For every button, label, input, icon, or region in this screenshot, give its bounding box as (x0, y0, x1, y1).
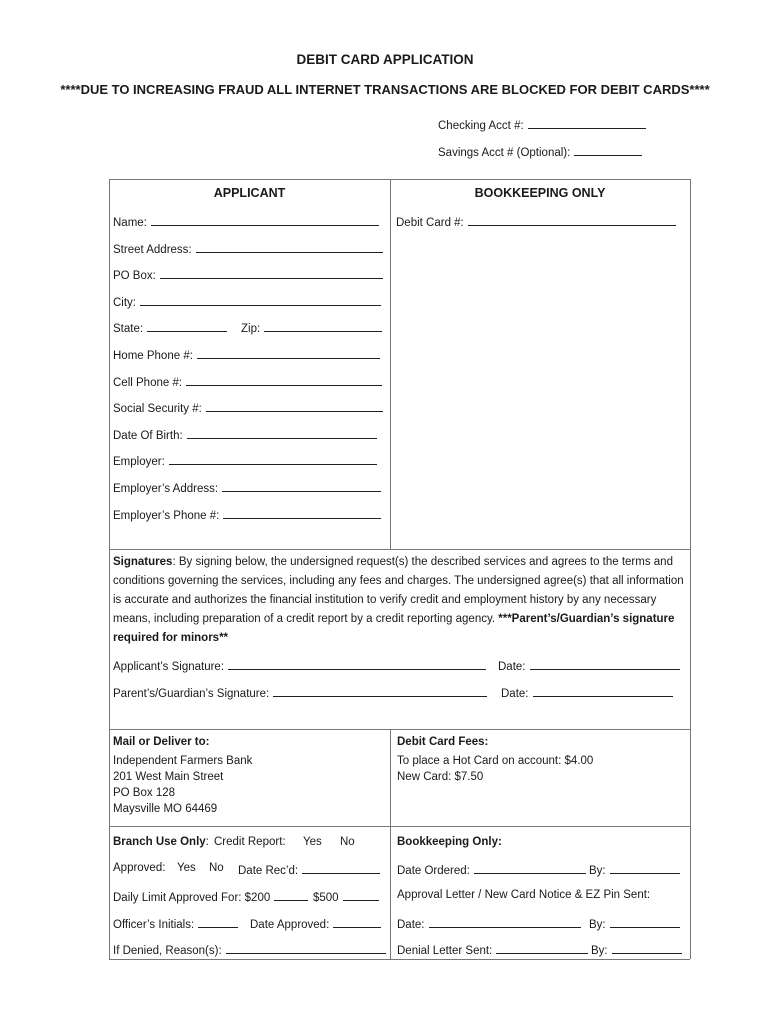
dob-label: Date Of Birth: (113, 430, 183, 442)
zip-field (241, 320, 382, 335)
divider-applicant-bookkeeping (390, 179, 391, 549)
home-phone-field (113, 347, 380, 362)
fee-line: New Card: $7.50 (397, 771, 484, 783)
employer-input[interactable] (169, 453, 377, 465)
parent-date-input[interactable] (533, 685, 673, 697)
applicant-signature-field (113, 658, 486, 673)
name-input[interactable] (151, 214, 379, 226)
debit-card-input[interactable] (468, 214, 676, 226)
denial-by-field (591, 942, 682, 957)
signatures-text: : By signing below, the undersigned request(s) the described services and agrees to the terms and conditions governing the services, including any fees and charges. The undersigned agree(s) that all information is accurate and authorizes the financial institution to verify credit and employment history by any necessary means, including preparation of a credit report by a credit reporting agency. (113, 556, 684, 625)
city-field (113, 294, 381, 309)
daily-limit-500-label: $500 (313, 892, 339, 904)
employer-phone-input[interactable] (223, 507, 381, 519)
applicant-heading: APPLICANT (213, 186, 286, 200)
credit-report-no[interactable]: No (340, 836, 355, 848)
employer-address-field (113, 480, 381, 495)
date-approved-label: Date Approved: (250, 919, 330, 931)
daily-limit-500-field (313, 889, 379, 904)
applicant-date-field (498, 658, 680, 673)
date-approved-field (250, 916, 381, 931)
denied-reason-input[interactable] (226, 942, 386, 954)
date-recd-field (238, 862, 380, 877)
approval-letter-label: Approval Letter / New Card Notice & EZ Pin Sent: (397, 889, 651, 901)
approval-date-label: Date: (397, 919, 425, 931)
approval-by-input[interactable] (610, 916, 680, 928)
pobox-input[interactable] (160, 267, 383, 279)
date-ordered-by-field (589, 862, 680, 877)
divider-branch-top (109, 826, 690, 827)
date-recd-input[interactable] (302, 862, 380, 874)
parent-signature-label: Parent’s/Guardian’s Signature: (113, 688, 270, 700)
form-border-bottom (109, 959, 690, 960)
parent-date-field (501, 685, 673, 700)
daily-limit-200-field (113, 889, 308, 904)
daily-limit-label: Daily Limit Approved For: $200 (113, 892, 271, 904)
fraud-warning: ****DUE TO INCREASING FRAUD ALL INTERNET TRANSACTIONS ARE BLOCKED FOR DEBIT CARDS**** (60, 82, 710, 97)
date-ordered-field (397, 862, 586, 877)
employer-field (113, 453, 377, 468)
date-recd-label: Date Rec’d: (238, 865, 299, 877)
denial-letter-label: Denial Letter Sent: (397, 945, 493, 957)
mail-heading: Mail or Deliver to: (113, 736, 210, 748)
cell-phone-input[interactable] (186, 374, 382, 386)
denial-by-input[interactable] (612, 942, 682, 954)
zip-input[interactable] (264, 320, 382, 332)
date-approved-input[interactable] (333, 916, 381, 928)
fees-heading: Debit Card Fees: (397, 736, 489, 748)
checking-acct-label: Checking Acct #: (438, 120, 524, 132)
zip-label: Zip: (241, 323, 261, 335)
applicant-date-label: Date: (498, 661, 526, 673)
bookkeeping2-heading: Bookkeeping Only: (397, 836, 502, 848)
form-border-right (690, 179, 691, 959)
checking-acct-field (438, 117, 646, 132)
mail-line: PO Box 128 (113, 787, 176, 799)
denied-reason-label: If Denied, Reason(s): (113, 945, 222, 957)
date-ordered-by-label: By: (589, 865, 606, 877)
dob-field (113, 427, 377, 442)
fees-list (397, 753, 593, 785)
savings-acct-field (438, 144, 642, 159)
savings-acct-label: Savings Acct # (Optional): (438, 147, 571, 159)
ssn-input[interactable] (206, 400, 383, 412)
city-label: City: (113, 297, 136, 309)
street-label: Street Address: (113, 244, 192, 256)
divider-signatures-top (109, 549, 690, 550)
debit-card-label: Debit Card #: (396, 217, 464, 229)
state-input[interactable] (147, 320, 227, 332)
credit-report-yes[interactable]: Yes (303, 836, 322, 848)
signatures-paragraph (113, 553, 687, 648)
credit-report-label: Credit Report: (214, 836, 286, 848)
denial-letter-field (397, 942, 588, 957)
branch-heading: Branch Use Only (113, 836, 206, 848)
denial-letter-input[interactable] (496, 942, 588, 954)
guardian-note: ***Parent’s/Guardian’s signature required for minors** (113, 613, 675, 644)
employer-phone-label: Employer’s Phone #: (113, 510, 220, 522)
date-ordered-input[interactable] (474, 862, 586, 874)
cell-phone-field (113, 374, 382, 389)
mail-line: Independent Farmers Bank (113, 755, 253, 767)
signatures-label: Signatures (113, 556, 173, 568)
divider-mail-top (109, 729, 690, 730)
daily-limit-500-input[interactable] (343, 889, 379, 901)
pobox-field (113, 267, 383, 282)
cell-phone-label: Cell Phone #: (113, 377, 183, 389)
parent-signature-input[interactable] (273, 685, 487, 697)
checking-acct-input[interactable] (528, 117, 646, 129)
employer-address-label: Employer’s Address: (113, 483, 219, 495)
form-border-left (109, 179, 110, 959)
city-input[interactable] (140, 294, 381, 306)
approved-no[interactable]: No (209, 862, 224, 874)
applicant-date-input[interactable] (530, 658, 680, 670)
denied-reason-field (113, 942, 386, 957)
pobox-label: PO Box: (113, 270, 156, 282)
date-ordered-by-input[interactable] (610, 862, 680, 874)
employer-address-input[interactable] (222, 480, 381, 492)
savings-acct-input[interactable] (574, 144, 642, 156)
officer-initials-field (113, 916, 238, 931)
parent-signature-field (113, 685, 487, 700)
daily-limit-200-input[interactable] (274, 889, 308, 901)
form-title: DEBIT CARD APPLICATION (296, 52, 474, 67)
applicant-signature-input[interactable] (228, 658, 486, 670)
approval-by-field (589, 916, 680, 931)
employer-label: Employer: (113, 456, 165, 468)
fee-line: To place a Hot Card on account: $4.00 (397, 755, 594, 767)
parent-date-label: Date: (501, 688, 529, 700)
dob-input[interactable] (187, 427, 377, 439)
approved-yes[interactable]: Yes (177, 862, 196, 874)
approval-by-label: By: (589, 919, 606, 931)
denial-by-label: By: (591, 945, 608, 957)
approval-date-field (397, 916, 581, 931)
approved-label: Approved: (113, 862, 166, 874)
date-ordered-label: Date Ordered: (397, 865, 470, 877)
officer-initials-label: Officer’s Initials: (113, 919, 195, 931)
officer-initials-input[interactable] (198, 916, 238, 928)
divider-mail-fees (390, 729, 391, 959)
ssn-label: Social Security #: (113, 403, 202, 415)
state-field (113, 320, 227, 335)
state-label: State: (113, 323, 144, 335)
ssn-field (113, 400, 383, 415)
mail-address (113, 753, 252, 817)
street-input[interactable] (196, 241, 383, 253)
bookkeeping-heading: BOOKKEEPING ONLY (474, 186, 606, 200)
name-label: Name: (113, 217, 147, 229)
approval-date-input[interactable] (429, 916, 581, 928)
applicant-signature-label: Applicant’s Signature: (113, 661, 225, 673)
mail-line: 201 West Main Street (113, 771, 224, 783)
debit-card-field (396, 214, 676, 229)
mail-line: Maysville MO 64469 (113, 803, 218, 815)
employer-phone-field (113, 507, 381, 522)
street-field (113, 241, 383, 256)
home-phone-label: Home Phone #: (113, 350, 193, 362)
name-field (113, 214, 379, 229)
branch-heading-row: Branch Use Only: (113, 836, 209, 848)
home-phone-input[interactable] (197, 347, 380, 359)
form-border-top (109, 179, 690, 180)
